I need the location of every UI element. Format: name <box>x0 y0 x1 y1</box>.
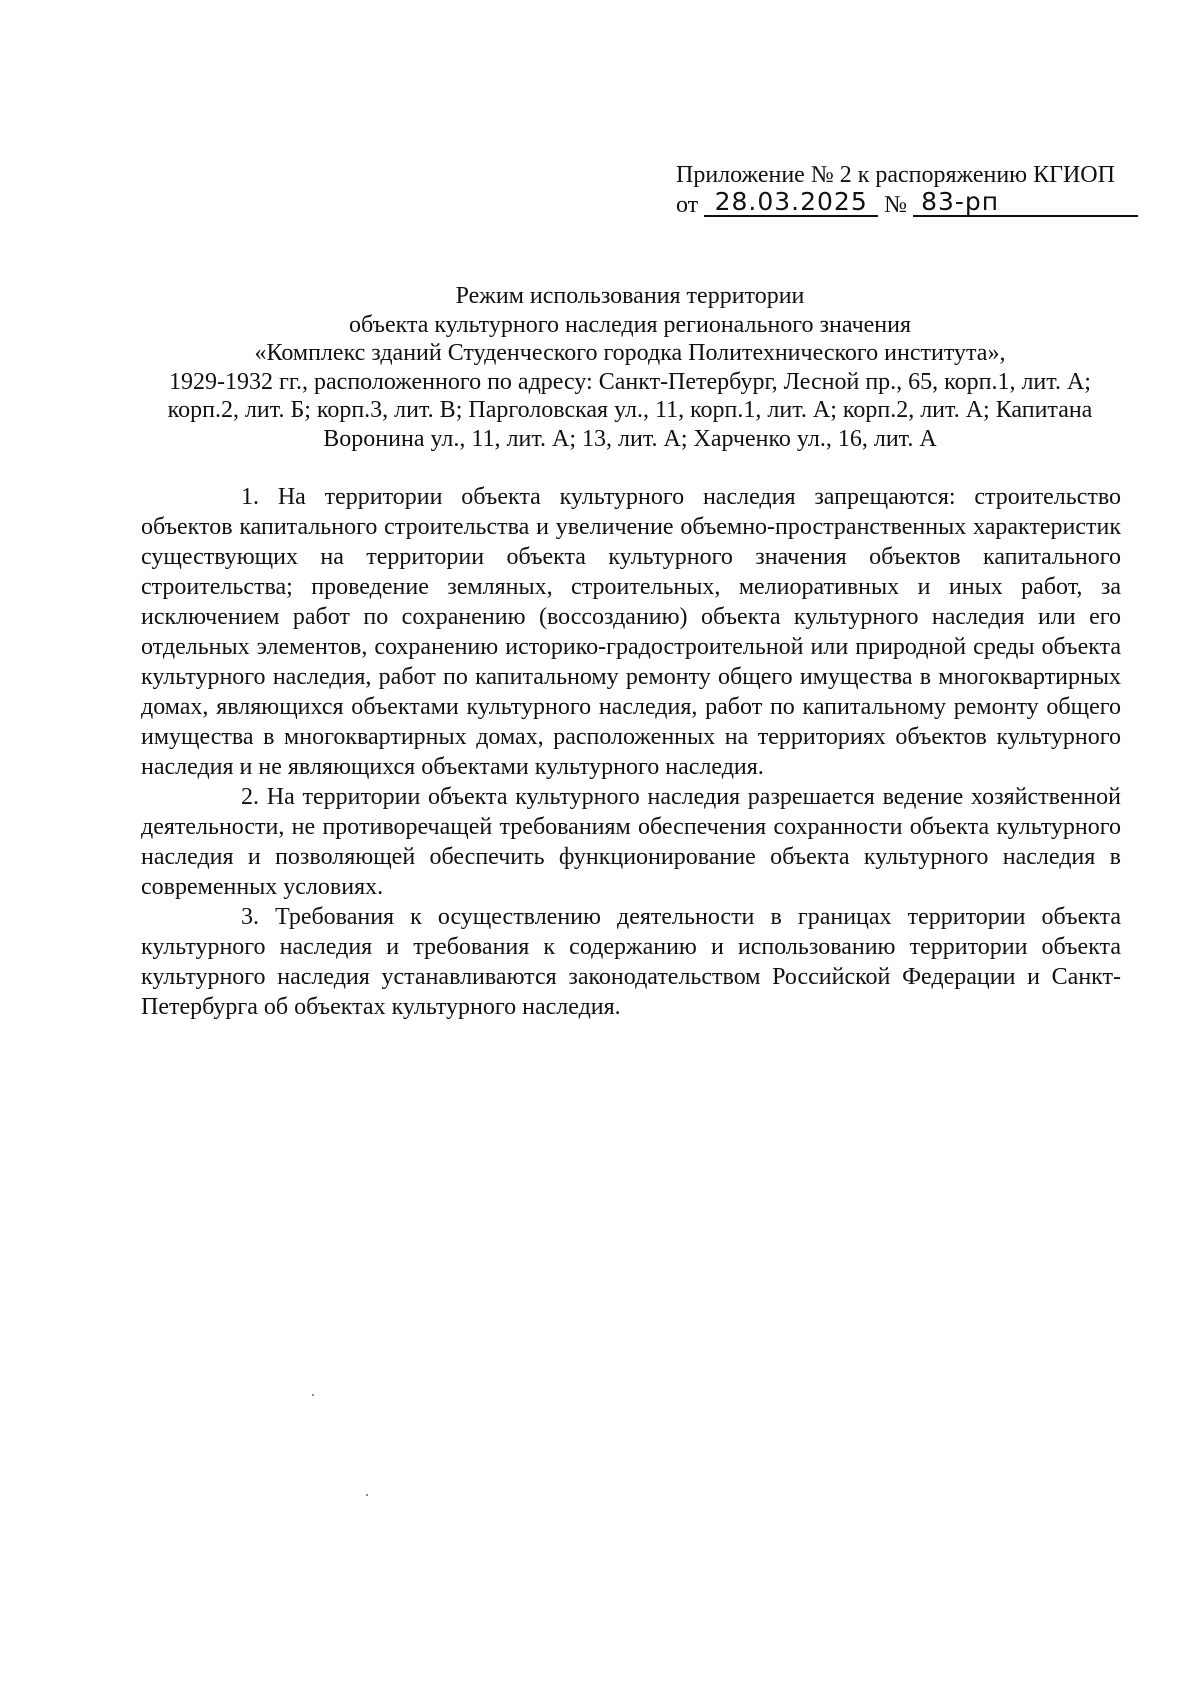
document-body <box>141 482 1121 1022</box>
paragraph-1: 1. На территории объекта культурного наследия запрещаются: строительство объектов капитального строительства и увеличение объемно-пространственных характеристик существующих на территории объекта культурного значения объектов капитального строительства; проведение земляных, строительных, мелиоративных и иных работ, за исключением работ по сохранению (воссозданию) объекта культурного наследия или его отдельных элементов, сохранению историко-градостроительной или природной среды объекта культурного наследия, работ по капитальному ремонту общего имущества в многоквартирных домах, являющихся объектами культурного наследия, работ по капитальному ремонту общего имущества в многоквартирных домах, расположенных на территориях объектов культурного наследия и не являющихся объектами культурного наследия. <box>141 484 1121 780</box>
paragraph-2: 2. На территории объекта культурного наследия разрешается ведение хозяйственной деятельности, не противоречащей требованиям обеспечения сохранности объекта культурного наследия и позволяющей обеспечить функционирование объекта культурного наследия в современных условиях. <box>141 784 1121 900</box>
scan-speck <box>312 1394 314 1396</box>
title-line: Режим использования территории <box>455 283 805 309</box>
number-sign: № <box>884 192 908 218</box>
handwritten-number: 83-рп <box>913 189 1138 217</box>
appendix-date-number-line <box>676 187 1136 220</box>
title-line: объекта культурного наследия регионального значения <box>348 311 912 338</box>
title-line: 1929-1932 гг., расположенного по адресу: Санкт-Петербург, Лесной пр., 65, корп.1, лит. А; <box>169 368 1091 395</box>
handwritten-date: 28.03.2025 <box>704 189 878 217</box>
document-title <box>140 282 1120 453</box>
appendix-title: Приложение № 2 к распоряжению КГИОП <box>676 162 1115 188</box>
from-prefix: от <box>676 192 699 218</box>
paragraph-3: 3. Требования к осуществлению деятельности в границах территории объекта культурного наследия и требования к содержанию и использованию территории объекта культурного наследия устанавливаются законодательством Российской Федерации и Санкт-Петербурга об объектах культурного наследия. <box>141 904 1121 1020</box>
title-line: Воронина ул., 11, лит. А; 13, лит. А; Харченко ул., 16, лит. А <box>323 425 937 452</box>
scan-speck <box>366 1494 368 1496</box>
appendix-header <box>676 160 1136 220</box>
title-line: корп.2, лит. Б; корп.3, лит. В; Парголовская ул., 11, корп.1, лит. А; корп.2, лит. А; Капитана <box>167 397 1093 423</box>
title-line: «Комплекс зданий Студенческого городка Политехнического института», <box>254 340 1006 366</box>
